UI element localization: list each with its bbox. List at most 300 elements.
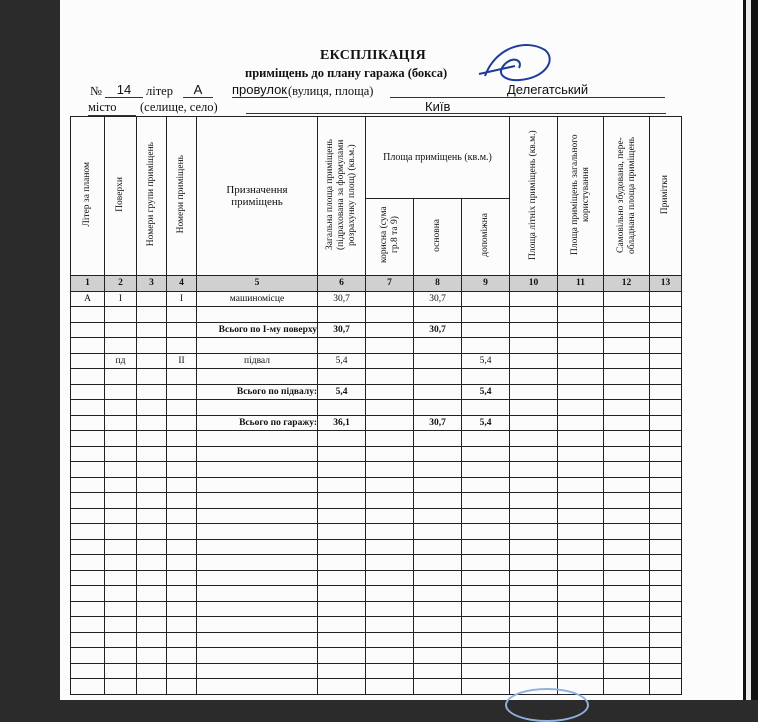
- table-cell: 5,4: [462, 353, 510, 369]
- table-cell: [167, 400, 197, 416]
- column-number: 5: [197, 276, 318, 292]
- empty-row: [71, 508, 682, 524]
- table-cell: [366, 539, 414, 555]
- table-cell: [318, 601, 366, 617]
- empty-row: [71, 555, 682, 571]
- table-cell: [650, 570, 682, 586]
- table-cell: [318, 493, 366, 509]
- table-cell: [137, 415, 167, 431]
- table-cell: [167, 539, 197, 555]
- table-cell: [366, 679, 414, 695]
- table-cell: [462, 369, 510, 385]
- table-cell: [71, 539, 105, 555]
- table-cell: [650, 601, 682, 617]
- header-auxiliary: допоміжна: [462, 198, 510, 276]
- table-cell: [558, 400, 604, 416]
- header-total-area: Загальна площа приміщень (підрахована за формулами розрахунку площ) (кв.м.): [318, 117, 366, 276]
- column-number: 9: [462, 276, 510, 292]
- table-cell: [462, 601, 510, 617]
- table-cell: [167, 415, 197, 431]
- table-cell: [366, 493, 414, 509]
- table-cell: [318, 539, 366, 555]
- table-cell: [167, 524, 197, 540]
- table-row: [71, 415, 682, 431]
- table-cell: [71, 415, 105, 431]
- table-cell: [197, 493, 318, 509]
- table-cell: [650, 384, 682, 400]
- table-cell: [462, 431, 510, 447]
- table-cell: [197, 555, 318, 571]
- table-cell: [167, 617, 197, 633]
- header-summer-area: Площа літніх приміщень (кв.м.): [510, 117, 558, 276]
- column-number: 7: [366, 276, 414, 292]
- table-cell: [604, 586, 650, 602]
- table-cell: [105, 586, 137, 602]
- table-cell: [510, 601, 558, 617]
- table-cell: [366, 462, 414, 478]
- table-cell: [197, 570, 318, 586]
- header-liter: Літер за планом: [71, 117, 105, 276]
- table-cell: [105, 524, 137, 540]
- table-cell: [462, 462, 510, 478]
- empty-row: [71, 663, 682, 679]
- table-cell: [105, 446, 137, 462]
- table-cell: [414, 493, 462, 509]
- empty-row: [71, 648, 682, 664]
- table-cell: [558, 663, 604, 679]
- table-row: [71, 291, 682, 307]
- table-cell: [604, 648, 650, 664]
- table-cell: [604, 679, 650, 695]
- table-cell: [197, 446, 318, 462]
- table-cell: [510, 291, 558, 307]
- table-cell: [604, 632, 650, 648]
- table-cell: [318, 570, 366, 586]
- table-cell: [414, 601, 462, 617]
- table-cell: [105, 322, 137, 338]
- liter-value: А: [183, 82, 213, 98]
- table-cell: [167, 431, 197, 447]
- table-cell: [558, 291, 604, 307]
- table-cell: [414, 307, 462, 323]
- table-cell: [510, 493, 558, 509]
- table-cell: [71, 338, 105, 354]
- table-cell: [650, 663, 682, 679]
- empty-row: [71, 617, 682, 633]
- table-cell: [366, 601, 414, 617]
- number-label: №: [90, 84, 102, 98]
- table-cell: [414, 384, 462, 400]
- table-cell: [318, 586, 366, 602]
- table-cell: [71, 555, 105, 571]
- table-cell: [137, 291, 167, 307]
- table-cell: [462, 477, 510, 493]
- table-cell: [137, 570, 167, 586]
- table-cell: [558, 384, 604, 400]
- table-cell: [197, 632, 318, 648]
- table-cell: [105, 431, 137, 447]
- table-cell: [366, 400, 414, 416]
- table-cell: [558, 632, 604, 648]
- table-cell: [414, 617, 462, 633]
- street-hint: (вулиця, площа): [288, 84, 374, 98]
- table-cell: [650, 524, 682, 540]
- table-cell: [462, 508, 510, 524]
- table-cell: [604, 493, 650, 509]
- table-cell: 5,4: [462, 415, 510, 431]
- city-hint: (селище, село): [140, 100, 218, 114]
- table-cell: [604, 477, 650, 493]
- table-cell: І: [167, 291, 197, 307]
- table-cell: [105, 384, 137, 400]
- table-cell: [462, 493, 510, 509]
- table-cell: [650, 632, 682, 648]
- table-cell: [510, 338, 558, 354]
- table-cell: [462, 291, 510, 307]
- table-cell: [71, 493, 105, 509]
- table-cell: [318, 663, 366, 679]
- table-cell: [197, 648, 318, 664]
- table-cell: [604, 353, 650, 369]
- table-cell: [167, 477, 197, 493]
- document-subtitle: приміщень до плану гаража (бокса): [245, 66, 448, 80]
- table-cell: [167, 369, 197, 385]
- table-cell: [650, 462, 682, 478]
- table-cell: [558, 617, 604, 633]
- empty-row: [71, 679, 682, 695]
- table-cell: [167, 446, 197, 462]
- table-cell: [167, 555, 197, 571]
- table-cell: [604, 307, 650, 323]
- table-cell: 5,4: [318, 353, 366, 369]
- table-cell: [167, 632, 197, 648]
- header-floors: Поверхи: [105, 117, 137, 276]
- table-cell: 30,7: [318, 322, 366, 338]
- table-cell: [366, 291, 414, 307]
- table-cell: [650, 617, 682, 633]
- table-cell: [414, 338, 462, 354]
- table-cell: [558, 369, 604, 385]
- table-cell: [558, 477, 604, 493]
- table-cell: [414, 508, 462, 524]
- table-cell: [558, 586, 604, 602]
- table-cell: [167, 338, 197, 354]
- table-cell: [137, 338, 167, 354]
- table-cell: 30,7: [318, 291, 366, 307]
- table-cell: [105, 601, 137, 617]
- table-cell: [462, 555, 510, 571]
- table-cell: [105, 648, 137, 664]
- table-cell: [558, 462, 604, 478]
- table-cell: [318, 400, 366, 416]
- table-cell: [604, 322, 650, 338]
- table-cell: [510, 570, 558, 586]
- table-cell: [197, 617, 318, 633]
- table-cell: [105, 477, 137, 493]
- table-cell: [604, 570, 650, 586]
- table-cell: [137, 648, 167, 664]
- table-cell: [318, 555, 366, 571]
- table-cell: [137, 307, 167, 323]
- table-cell: [167, 679, 197, 695]
- table-cell: [462, 539, 510, 555]
- table-cell: [71, 462, 105, 478]
- table-cell: [604, 508, 650, 524]
- table-cell: [558, 338, 604, 354]
- table-cell: [414, 648, 462, 664]
- header-unauthorized-area: Самовільно збудована, пере-обладнана площа приміщень: [604, 117, 650, 276]
- stamp-partial: [505, 688, 589, 722]
- table-cell: [558, 415, 604, 431]
- table-cell: [197, 462, 318, 478]
- table-cell: [558, 648, 604, 664]
- city-label: місто: [88, 100, 136, 116]
- table-cell: [197, 586, 318, 602]
- table-cell: [650, 400, 682, 416]
- table-cell: [71, 570, 105, 586]
- table-cell: [137, 462, 167, 478]
- table-cell: [137, 322, 167, 338]
- empty-row: [71, 601, 682, 617]
- table-cell: [197, 477, 318, 493]
- table-cell: [414, 524, 462, 540]
- table-row: [71, 322, 682, 338]
- table-cell: [366, 632, 414, 648]
- empty-row: [71, 539, 682, 555]
- header-main: основна: [414, 198, 462, 276]
- table-cell: [105, 555, 137, 571]
- table-cell: І: [105, 291, 137, 307]
- table-cell: [414, 353, 462, 369]
- table-cell: [318, 307, 366, 323]
- table-cell: [510, 384, 558, 400]
- table-cell: [105, 632, 137, 648]
- table-cell: [510, 555, 558, 571]
- empty-row: [71, 524, 682, 540]
- table-cell: [650, 539, 682, 555]
- table-cell: [71, 353, 105, 369]
- table-cell: Всього по підвалу:: [197, 384, 318, 400]
- table-cell: [462, 570, 510, 586]
- table-cell: [650, 586, 682, 602]
- header-purpose: Призначення приміщень: [197, 117, 318, 276]
- table-cell: [366, 663, 414, 679]
- table-cell: [137, 555, 167, 571]
- table-row: [71, 384, 682, 400]
- table-cell: [137, 493, 167, 509]
- table-cell: [414, 369, 462, 385]
- column-number: 1: [71, 276, 105, 292]
- table-cell: [318, 524, 366, 540]
- column-number: 3: [137, 276, 167, 292]
- table-cell: [558, 307, 604, 323]
- table-cell: [366, 322, 414, 338]
- table-cell: [510, 446, 558, 462]
- table-cell: [137, 617, 167, 633]
- table-cell: [167, 462, 197, 478]
- table-cell: [650, 291, 682, 307]
- table-cell: [137, 508, 167, 524]
- table-cell: [604, 384, 650, 400]
- table-cell: [137, 431, 167, 447]
- table-cell: [414, 400, 462, 416]
- table-cell: [366, 338, 414, 354]
- table-cell: [558, 601, 604, 617]
- table-cell: [650, 415, 682, 431]
- table-cell: 5,4: [462, 384, 510, 400]
- table-cell: [167, 663, 197, 679]
- table-cell: [366, 415, 414, 431]
- table-cell: [558, 524, 604, 540]
- table-row: [71, 369, 682, 385]
- table-cell: [366, 586, 414, 602]
- table-cell: [197, 601, 318, 617]
- city-value: Київ: [425, 99, 451, 114]
- table-cell: [510, 508, 558, 524]
- table-cell: [105, 508, 137, 524]
- table-cell: [604, 400, 650, 416]
- table-cell: [105, 400, 137, 416]
- table-cell: [414, 539, 462, 555]
- table-cell: [318, 477, 366, 493]
- empty-row: [71, 632, 682, 648]
- table-cell: [510, 617, 558, 633]
- table-cell: [167, 508, 197, 524]
- table-cell: [462, 663, 510, 679]
- table-cell: [105, 462, 137, 478]
- table-cell: [137, 477, 167, 493]
- table-cell: [197, 431, 318, 447]
- table-cell: [414, 462, 462, 478]
- table-cell: [366, 508, 414, 524]
- table-cell: [414, 632, 462, 648]
- table-cell: [414, 679, 462, 695]
- table-cell: [167, 322, 197, 338]
- table-cell: [105, 338, 137, 354]
- table-cell: [197, 369, 318, 385]
- table-cell: [71, 400, 105, 416]
- table-cell: [137, 384, 167, 400]
- table-cell: [137, 524, 167, 540]
- table-cell: [558, 508, 604, 524]
- table-cell: [366, 555, 414, 571]
- table-cell: [197, 400, 318, 416]
- table-cell: [105, 617, 137, 633]
- table-cell: [510, 586, 558, 602]
- table-cell: [510, 539, 558, 555]
- table-cell: ІІ: [167, 353, 197, 369]
- table-cell: [318, 508, 366, 524]
- table-cell: [137, 369, 167, 385]
- table-cell: [604, 617, 650, 633]
- table-cell: [650, 477, 682, 493]
- table-cell: [197, 539, 318, 555]
- header-room-numbers: Номери приміщень: [167, 117, 197, 276]
- table-cell: [414, 663, 462, 679]
- table-cell: [71, 601, 105, 617]
- table-cell: [462, 648, 510, 664]
- empty-row: [71, 431, 682, 447]
- table-cell: [462, 524, 510, 540]
- table-cell: [137, 353, 167, 369]
- table-cell: [137, 601, 167, 617]
- table-cell: [604, 431, 650, 447]
- table-cell: [197, 508, 318, 524]
- table-cell: [366, 570, 414, 586]
- table-row: [71, 400, 682, 416]
- table-cell: [167, 384, 197, 400]
- table-cell: [105, 307, 137, 323]
- table-cell: [137, 632, 167, 648]
- table-cell: [105, 570, 137, 586]
- table-cell: [558, 353, 604, 369]
- table-cell: [71, 369, 105, 385]
- table-cell: [462, 400, 510, 416]
- table-cell: [558, 539, 604, 555]
- header-area-group: Площа приміщень (кв.м.): [366, 117, 510, 199]
- street-line: [390, 97, 665, 98]
- table-cell: [604, 369, 650, 385]
- table-cell: [71, 524, 105, 540]
- table-cell: [366, 617, 414, 633]
- table-cell: [318, 338, 366, 354]
- column-number: 6: [318, 276, 366, 292]
- table-cell: [462, 322, 510, 338]
- table-cell: [462, 338, 510, 354]
- table-cell: [414, 446, 462, 462]
- table-cell: [71, 477, 105, 493]
- table-cell: [105, 415, 137, 431]
- column-number: 12: [604, 276, 650, 292]
- table-cell: [318, 632, 366, 648]
- table-cell: [167, 307, 197, 323]
- table-cell: [366, 431, 414, 447]
- table-cell: [366, 477, 414, 493]
- table-cell: [137, 539, 167, 555]
- table-cell: [71, 446, 105, 462]
- table-cell: [414, 431, 462, 447]
- table-cell: 30,7: [414, 322, 462, 338]
- table-cell: [510, 431, 558, 447]
- column-number: 13: [650, 276, 682, 292]
- table-cell: пд: [105, 353, 137, 369]
- table-cell: [414, 570, 462, 586]
- table-cell: [71, 307, 105, 323]
- table-cell: [510, 400, 558, 416]
- table-cell: [318, 431, 366, 447]
- table-cell: [167, 586, 197, 602]
- table-cell: [71, 431, 105, 447]
- table-cell: [197, 663, 318, 679]
- table-cell: [558, 493, 604, 509]
- table-cell: [137, 586, 167, 602]
- table-cell: [318, 679, 366, 695]
- table-cell: [650, 353, 682, 369]
- header-common-area: Площа приміщень загального користування: [558, 117, 604, 276]
- table-cell: [650, 431, 682, 447]
- table-cell: [137, 663, 167, 679]
- table-cell: [167, 601, 197, 617]
- table-cell: [167, 493, 197, 509]
- table-cell: [71, 663, 105, 679]
- table-cell: [604, 663, 650, 679]
- street-name: Делегатський: [507, 82, 589, 97]
- table-cell: [650, 493, 682, 509]
- table-cell: [510, 353, 558, 369]
- table-cell: [105, 663, 137, 679]
- table-cell: [650, 446, 682, 462]
- table-cell: [366, 446, 414, 462]
